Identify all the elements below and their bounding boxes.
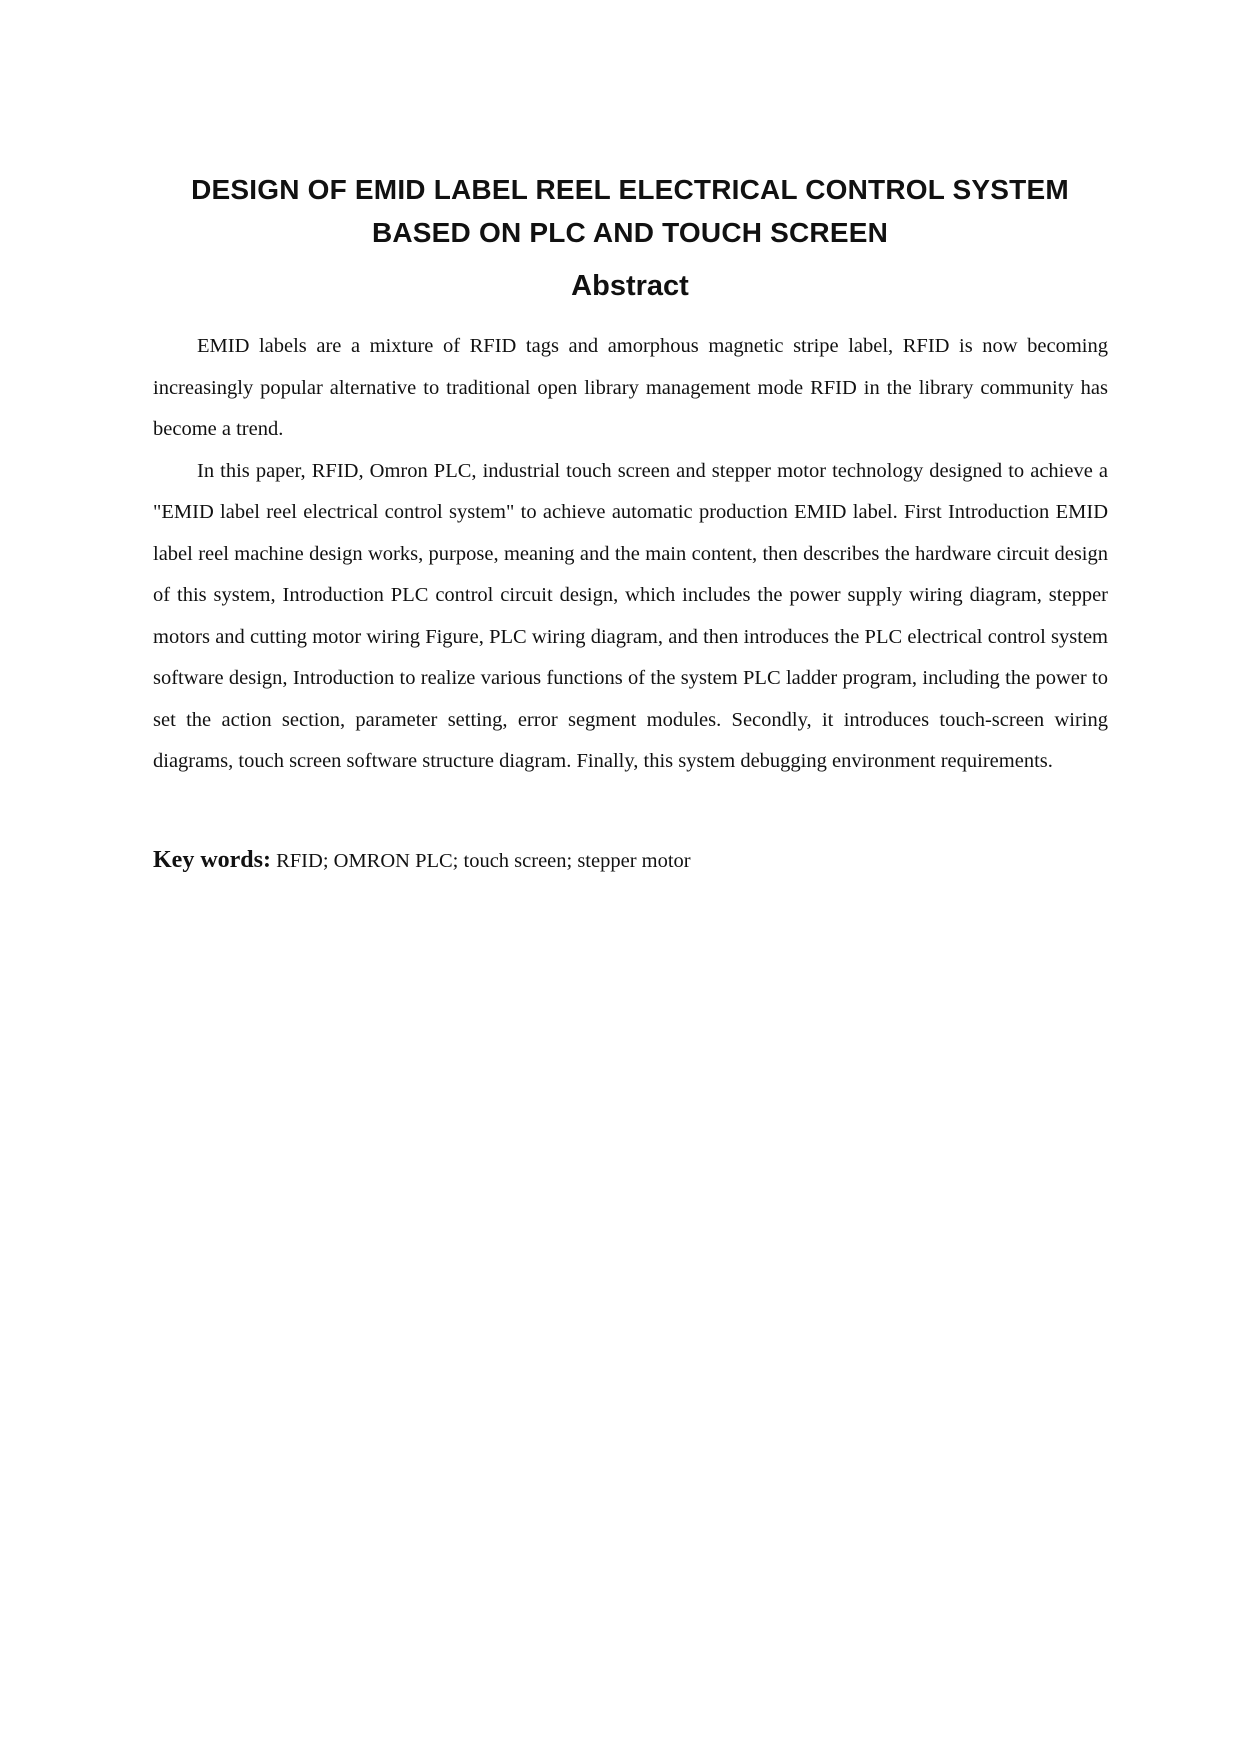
keywords-label: Key words: [153,847,271,873]
keywords-value: RFID; OMRON PLC; touch screen; stepper motor [270,850,691,872]
keywords-line [153,845,1108,876]
abstract-paragraph-1: EMID labels are a mixture of RFID tags and amorphous magnetic stripe label, RFID is now becoming increasingly popular alternative to traditional open library management mode RFID in the library community has become a trend. [153,335,1108,440]
abstract-heading: Abstract [571,270,689,302]
paper-title-line-1: DESIGN OF EMID LABEL REEL ELECTRICAL CONTROL SYSTEM [191,174,1069,205]
paper-title-line-2: BASED ON PLC AND TOUCH SCREEN [371,217,889,248]
paper-title [130,168,1130,254]
abstract-body [153,326,1108,783]
abstract-paragraph-2: In this paper, RFID, Omron PLC, industrial touch screen and stepper motor technology designed to achieve a "EMID label reel electrical control system" to achieve automatic production EMID label. First Introduction EMID label reel machine design works, purpose, meaning and the main content, then describes the hardware circuit design of this system, Introduction PLC control circuit design, which includes the power supply wiring diagram, stepper motors and cutting motor wiring Figure, PLC wiring diagram, and then introduces the PLC electrical control system software design, Introduction to realize various functions of the system PLC ladder program, including the power to set the action section, parameter setting, error segment modules. Secondly, it introduces touch-screen wiring diagrams, touch screen software structure diagram. Finally, this system debugging environment requirements. [153,459,1108,772]
